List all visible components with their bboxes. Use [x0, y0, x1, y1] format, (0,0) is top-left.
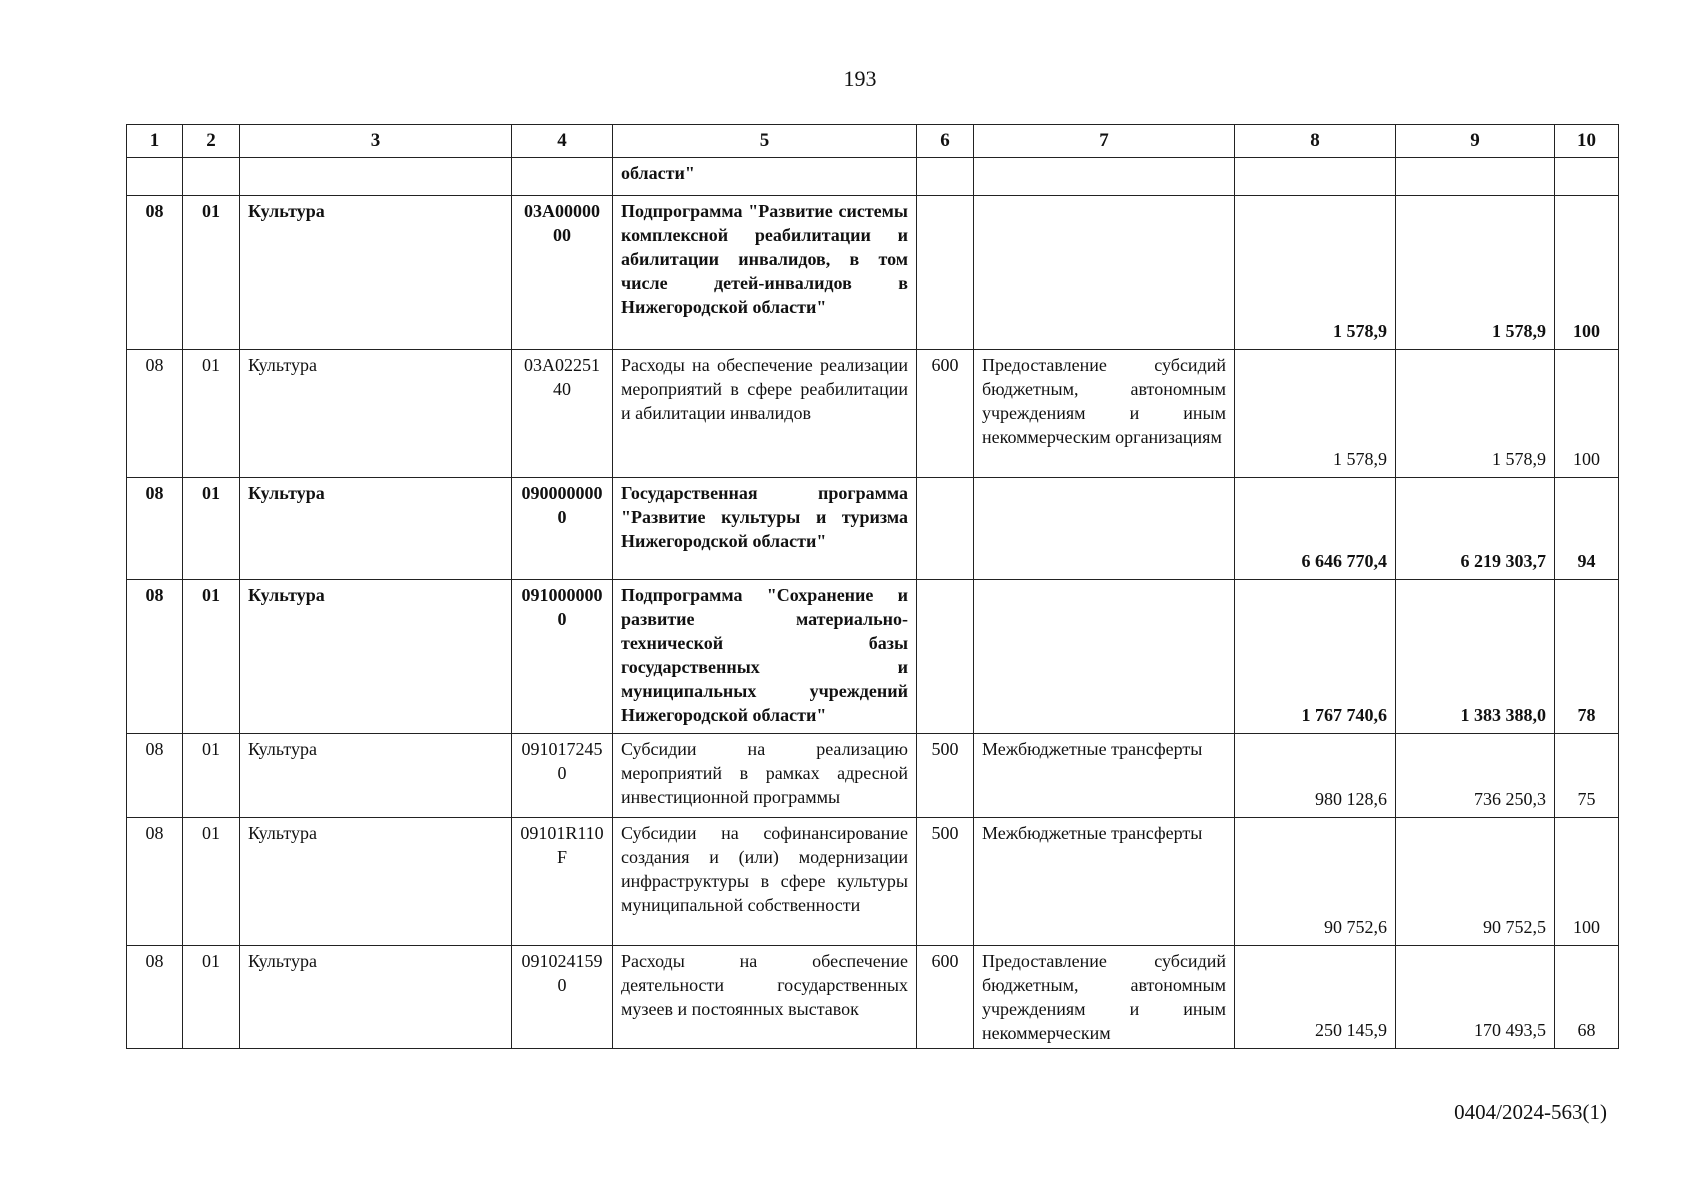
planned-amount-cell: 980 128,6: [1235, 734, 1396, 818]
executed-amount-cell: 1 383 388,0: [1396, 580, 1555, 734]
expense-type-name-cell: Предоставление субсидий бюджетным, автономным учреждениям и иным некоммерческим организациям: [974, 350, 1235, 478]
header-cell: 4: [512, 125, 613, 158]
planned-amount-cell: 1 578,9: [1235, 350, 1396, 478]
section-name-cell: Культура: [240, 580, 512, 734]
expense-type-code-cell: [917, 158, 974, 196]
expense-type-code-cell: 600: [917, 946, 974, 1049]
section-name-cell: Культура: [240, 734, 512, 818]
description-cell: области": [613, 158, 917, 196]
section-name-cell: Культура: [240, 196, 512, 350]
document-code: 0404/2024-563(1): [1454, 1100, 1607, 1124]
header-cell: 7: [974, 125, 1235, 158]
subsection-code-cell: 01: [183, 734, 240, 818]
budget-table: [126, 124, 1619, 1049]
planned-amount-cell: 250 145,9: [1235, 946, 1396, 1049]
section-code-cell: 08: [127, 196, 183, 350]
table-header-row: [127, 125, 1619, 158]
section-code-cell: 08: [127, 946, 183, 1049]
section-code-cell: 08: [127, 350, 183, 478]
table-row: [127, 478, 1619, 580]
expense-type-code-cell: 600: [917, 350, 974, 478]
target-article-cell: 0910172450: [512, 734, 613, 818]
section-code-cell: 08: [127, 818, 183, 946]
planned-amount-cell: [1235, 158, 1396, 196]
header-cell: 2: [183, 125, 240, 158]
header-cell: 9: [1396, 125, 1555, 158]
subsection-code-cell: 01: [183, 350, 240, 478]
expense-type-code-cell: [917, 478, 974, 580]
target-article-cell: 03А0225140: [512, 350, 613, 478]
table-row: [127, 158, 1619, 196]
planned-amount-cell: 1 578,9: [1235, 196, 1396, 350]
header-cell: 1: [127, 125, 183, 158]
executed-amount-cell: [1396, 158, 1555, 196]
target-article-cell: 0910241590: [512, 946, 613, 1049]
expense-type-name-cell: Межбюджетные трансферты: [974, 734, 1235, 818]
executed-amount-cell: 170 493,5: [1396, 946, 1555, 1049]
header-cell: 6: [917, 125, 974, 158]
planned-amount-cell: 6 646 770,4: [1235, 478, 1396, 580]
table-row: [127, 818, 1619, 946]
table-row: [127, 196, 1619, 350]
target-article-cell: 09101R110F: [512, 818, 613, 946]
section-name-cell: Культура: [240, 478, 512, 580]
execution-percent-cell: 100: [1555, 818, 1619, 946]
target-article-cell: 0900000000: [512, 478, 613, 580]
expense-type-code-cell: 500: [917, 818, 974, 946]
section-name-cell: Культура: [240, 350, 512, 478]
header-cell: 3: [240, 125, 512, 158]
section-code-cell: 08: [127, 580, 183, 734]
executed-amount-cell: 1 578,9: [1396, 350, 1555, 478]
description-cell: Расходы на обеспечение деятельности государственных музеев и постоянных выставок: [613, 946, 917, 1049]
description-cell: Подпрограмма "Сохранение и развитие материально-технической базы государственных и муниципальных учреждений Нижегородской области": [613, 580, 917, 734]
expense-type-name-cell: [974, 158, 1235, 196]
executed-amount-cell: 6 219 303,7: [1396, 478, 1555, 580]
execution-percent-cell: 68: [1555, 946, 1619, 1049]
table-body: [127, 158, 1619, 1049]
expense-type-name-cell: [974, 580, 1235, 734]
header-cell: 8: [1235, 125, 1396, 158]
execution-percent-cell: 78: [1555, 580, 1619, 734]
expense-type-name-cell: [974, 478, 1235, 580]
execution-percent-cell: 94: [1555, 478, 1619, 580]
table-row: [127, 580, 1619, 734]
target-article-cell: 0910000000: [512, 580, 613, 734]
table-row: [127, 734, 1619, 818]
target-article-cell: [512, 158, 613, 196]
subsection-code-cell: 01: [183, 818, 240, 946]
description-cell: Субсидии на софинансирование создания и (или) модернизации инфраструктуры в сфере культуры муниципальной собственности: [613, 818, 917, 946]
expense-type-name-cell: Предоставление субсидий бюджетным, автономным учреждениям и иным некоммерческим: [974, 946, 1235, 1049]
executed-amount-cell: 1 578,9: [1396, 196, 1555, 350]
execution-percent-cell: 100: [1555, 196, 1619, 350]
section-name-cell: Культура: [240, 946, 512, 1049]
target-article-cell: 03А0000000: [512, 196, 613, 350]
header-cell: 10: [1555, 125, 1619, 158]
expense-type-name-cell: [974, 196, 1235, 350]
subsection-code-cell: 01: [183, 196, 240, 350]
planned-amount-cell: 1 767 740,6: [1235, 580, 1396, 734]
section-name-cell: Культура: [240, 818, 512, 946]
section-code-cell: [127, 158, 183, 196]
expense-type-name-cell: Межбюджетные трансферты: [974, 818, 1235, 946]
description-cell: Подпрограмма "Развитие системы комплексной реабилитации и абилитации инвалидов, в том числе детей-инвалидов в Нижегородской области": [613, 196, 917, 350]
section-name-cell: [240, 158, 512, 196]
subsection-code-cell: 01: [183, 946, 240, 1049]
page-number: 193: [843, 66, 877, 91]
header-cell: 5: [613, 125, 917, 158]
table-row: [127, 946, 1619, 1049]
expense-type-code-cell: [917, 580, 974, 734]
executed-amount-cell: 90 752,5: [1396, 818, 1555, 946]
execution-percent-cell: 75: [1555, 734, 1619, 818]
description-cell: Государственная программа "Развитие культуры и туризма Нижегородской области": [613, 478, 917, 580]
table-row: [127, 350, 1619, 478]
execution-percent-cell: 100: [1555, 350, 1619, 478]
description-cell: Субсидии на реализацию мероприятий в рамках адресной инвестиционной программы: [613, 734, 917, 818]
execution-percent-cell: [1555, 158, 1619, 196]
subsection-code-cell: 01: [183, 478, 240, 580]
subsection-code-cell: [183, 158, 240, 196]
section-code-cell: 08: [127, 478, 183, 580]
planned-amount-cell: 90 752,6: [1235, 818, 1396, 946]
expense-type-code-cell: [917, 196, 974, 350]
executed-amount-cell: 736 250,3: [1396, 734, 1555, 818]
description-cell: Расходы на обеспечение реализации мероприятий в сфере реабилитации и абилитации инвалидов: [613, 350, 917, 478]
expense-type-code-cell: 500: [917, 734, 974, 818]
subsection-code-cell: 01: [183, 580, 240, 734]
section-code-cell: 08: [127, 734, 183, 818]
